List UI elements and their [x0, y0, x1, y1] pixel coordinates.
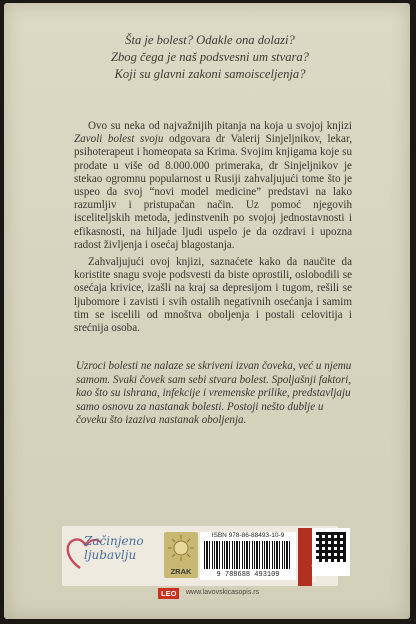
publisher-url: www.lavovskicasopis.rs [186, 589, 260, 596]
opening-questions [60, 32, 360, 83]
barcode-block [200, 532, 296, 580]
zrak-logo [164, 532, 198, 578]
blurb-text [74, 120, 352, 339]
publisher-footer [158, 588, 318, 600]
zrak-label: ZRAK [170, 567, 192, 576]
barcode-icon [204, 541, 292, 569]
sun-icon [164, 532, 198, 566]
blurb-paragraph-1-start: Ovo su neka od najvažnijih pitanja na koja u svojoj knjizi [88, 120, 352, 132]
imprint-logo-text: Začinjeno ljubavlju [84, 534, 144, 562]
barcode-number: 9 788688 493109 [216, 571, 280, 579]
leo-logo: LEO [158, 588, 179, 599]
question-line-3: Koji su glavni zakoni samoisceljenja? [114, 67, 306, 81]
book-title-italic: Zavoli bolest svoju [74, 133, 164, 146]
blurb-paragraph-1-rest: odgovara dr Valerij Sinjeljnikov, lekar, psihoterapeut i homeopata sa Krima. Svojim knjigama koje su prodate u više od 8.000.000 primeraka, dr Sinjeljnikov je stekao ogromnu popularnost u Rusiji zahvaljujući tome što je uspeo da svoj “novi model medicine” predstavi na lako razumljiv i pristupačan način. Uz pomoć njegovih isceliteljskih metoda, jedinstvenih po svojoj jednostavnosti i efikasnosti, na hiljade ljudi uspelo je da ozdravi i upozna radost življenja i osećaj blagostanja. [74, 133, 353, 251]
qr-code-pattern [316, 532, 346, 562]
imprint-logo [62, 528, 158, 584]
qr-code-icon [312, 528, 350, 576]
isbn-text: ISBN 978-86-88493-10-9 [211, 532, 285, 539]
blurb-paragraph-2: Zahvaljujući ovoj knjizi, saznaćete kako da naučite da koristite snagu svoje podsvesti da biste oprostili, oslobodili se osećaja krivice, izašli na kraj sa depresijom i tugom, rešili se ljubomore i zavisti i svih ostalih negativnih osećanja i samim tim se iscelili od mnoštva oboljenja i postali celovitija i srećnija osoba. [74, 256, 352, 335]
question-line-1: Šta je bolest? Odakle ona dolazi? [125, 33, 295, 47]
question-line-2: Zbog čega je naš podsvesni um stvara? [111, 50, 309, 64]
author-quote: Uzroci bolesti ne nalaze se skriveni izvan čoveka, već u njemu samom. Svaki čovek sam sebi stvara bolest. Spoljašnji faktori, kao što su ishrana, infekcije i vremenske prilike, predstavljaju samo osnovu za nastanak bolesti. Postoji nešto dublje u čoveku što izaziva nastanak oboljenja. [76, 360, 352, 427]
publisher-red-strip [298, 528, 312, 586]
blurb-paragraph-1 [74, 120, 352, 252]
